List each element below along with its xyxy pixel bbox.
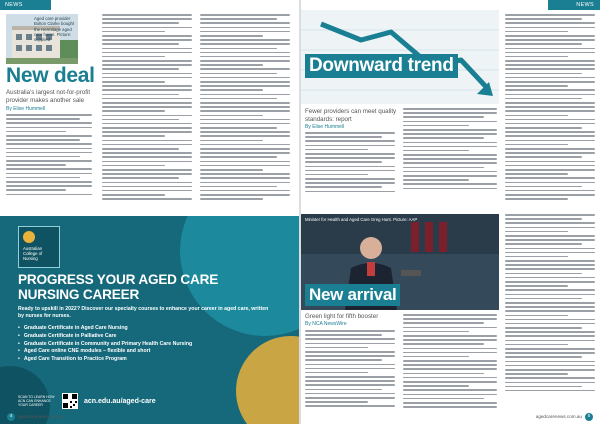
footer-right bbox=[536, 413, 596, 421]
qr-code-icon[interactable] bbox=[62, 393, 78, 409]
article-standfirst: Green light for fifth booster bbox=[305, 313, 379, 320]
course-item: • Aged Care Transition to Practice Program bbox=[18, 356, 192, 364]
article-byline: By Elise Hummell bbox=[6, 106, 46, 112]
ad-decor-circle bbox=[236, 336, 299, 424]
college-emblem-icon bbox=[23, 231, 35, 243]
article-headline: New deal bbox=[6, 64, 95, 87]
logo-text-line: Australian bbox=[23, 246, 43, 251]
article-body-col-1 bbox=[305, 132, 395, 195]
article-body-col-2 bbox=[403, 108, 497, 192]
article-body-col-1 bbox=[6, 114, 92, 198]
article-body-col-3 bbox=[505, 14, 595, 202]
footer-left bbox=[4, 413, 64, 421]
article-standfirst: Fewer providers can meet quality standards: report bbox=[305, 108, 397, 123]
course-item: • Graduate Certificate in Aged Care Nursing bbox=[18, 325, 192, 333]
course-item: • Graduate Certificate in Palliative Care bbox=[18, 333, 192, 341]
logo-text-line: College of bbox=[23, 251, 43, 257]
ad-url-link[interactable]: acn.edu.au/aged-care bbox=[84, 398, 156, 405]
section-tab-left: NEWS bbox=[0, 0, 51, 10]
article-body-col-2 bbox=[403, 314, 497, 410]
photo-caption: Minister for Health and Aged Care Greg Hunt. Picture: AAP bbox=[305, 217, 418, 222]
course-list bbox=[18, 325, 192, 364]
course-item: • Graduate Certificate in Community and Primary Health Care Nursing bbox=[18, 341, 192, 349]
article-body-col-3 bbox=[505, 214, 595, 394]
footer-site: agedcarenews.com.au bbox=[18, 414, 65, 420]
page-number: 5 bbox=[585, 413, 593, 421]
ad-cta-text: SCAN TO LEARN HOW ACN CAN ENHANCE YOUR CAREER bbox=[18, 395, 55, 408]
left-page bbox=[0, 0, 299, 424]
college-logo bbox=[18, 226, 60, 268]
article-byline: By NCA NewsWire bbox=[305, 321, 347, 327]
article-standfirst: Australia's largest not-for-profit provider makes another sale bbox=[6, 89, 91, 104]
photo-caption: Aged care provider Bolton Clarke bought the Hermitage aged care home. Picture: supplied bbox=[34, 16, 75, 43]
ad-headline: PROGRESS YOUR AGED CARE NURSING CAREER bbox=[18, 272, 219, 302]
article-headline: Downward trend bbox=[305, 54, 458, 78]
article-body-col-1 bbox=[305, 330, 395, 410]
page-number: 4 bbox=[7, 413, 15, 421]
article-photo-minister bbox=[301, 214, 499, 310]
logo-text-line: Nursing bbox=[23, 256, 38, 262]
nursing-course-ad[interactable] bbox=[0, 216, 299, 424]
right-page bbox=[301, 0, 600, 424]
section-tab-right: NEWS bbox=[548, 0, 600, 10]
article-headline: New arrival bbox=[305, 284, 400, 306]
article-byline: By Elise Hummell bbox=[305, 124, 345, 130]
footer-site: agedcarenews.com.au bbox=[535, 414, 582, 420]
downward-trend-graphic bbox=[301, 10, 499, 104]
article-body-col-2 bbox=[102, 14, 192, 202]
article-body-col-3 bbox=[200, 14, 290, 202]
article-photo-building bbox=[6, 14, 78, 64]
ad-intro: Ready to upskill in 2022? Discover our specialty courses to enhance your career in aged care, written by nurses for nurses. bbox=[18, 306, 269, 319]
course-item: • Aged Care online CNE modules – flexible and short bbox=[18, 348, 192, 356]
